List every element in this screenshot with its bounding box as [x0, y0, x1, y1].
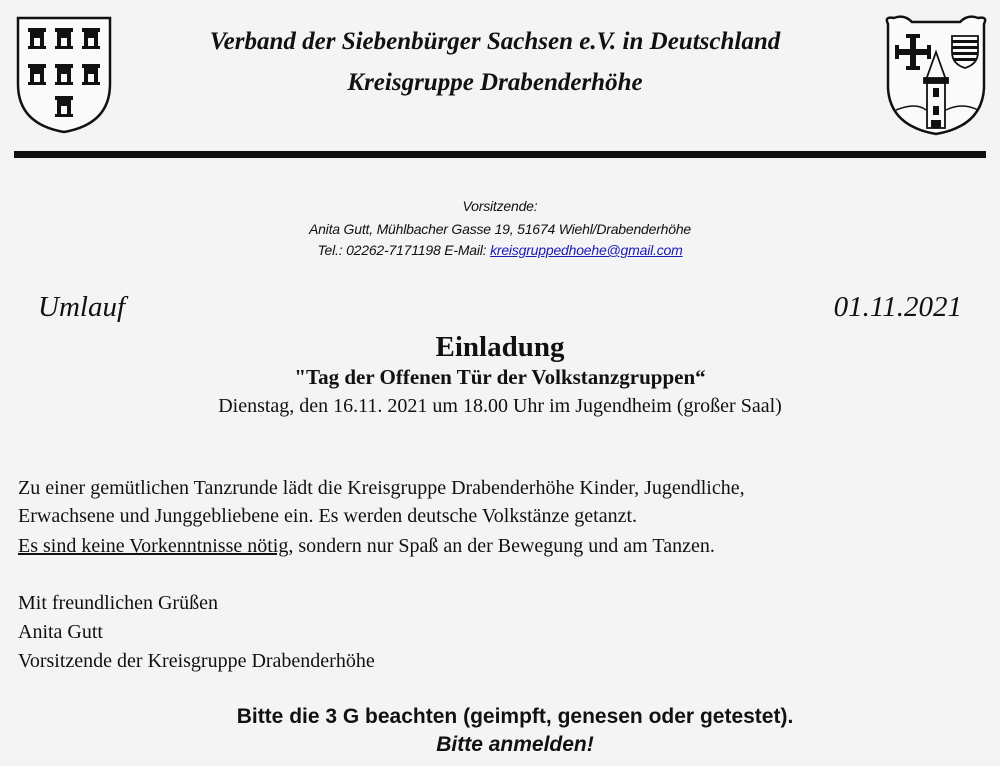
invitation-heading: Einladung	[435, 331, 565, 363]
no-experience-note: Es sind keine Vorkenntnisse nötig	[18, 535, 289, 557]
body-line-3	[18, 533, 978, 559]
group-name: Kreisgruppe Drabenderhöhe	[347, 69, 643, 96]
circular-label: Umlauf	[38, 291, 125, 323]
header-rule	[14, 151, 986, 158]
shield-church-tower-icon	[882, 14, 990, 138]
signer-title: Vorsitzende der Kreisgruppe Drabenderhöhe	[18, 650, 375, 672]
email-link[interactable]: kreisgruppedhoehe@gmail.com	[490, 242, 683, 258]
signer-name: Anita Gutt	[18, 621, 103, 643]
body-line-1: Zu einer gemütlichen Tanzrunde lädt die Kreisgruppe Drabenderhöhe Kinder, Jugendliche,	[18, 477, 745, 499]
covid-3g-note: Bitte die 3 G beachten (geimpft, genesen oder getestet).	[236, 705, 794, 728]
contact-phone-email	[200, 240, 800, 260]
document-date: 01.11.2021	[833, 291, 962, 323]
contact-role: Vorsitzende:	[462, 198, 538, 214]
event-title: "Tag der Offenen Tür der Volkstanzgruppen“	[294, 365, 706, 389]
event-date-location: Dienstag, den 16.11. 2021 um 18.00 Uhr im Jugendheim (großer Saal)	[218, 395, 782, 417]
contact-address: Anita Gutt, Mühlbacher Gasse 19, 51674 Wiehl/Drabenderhöhe	[308, 221, 692, 237]
closing-greeting: Mit freundlichen Grüßen	[18, 592, 218, 614]
registration-note: Bitte anmelden!	[436, 733, 594, 756]
body-line-3-rest: , sondern nur Spaß an der Bewegung und am Tanzen.	[288, 535, 715, 557]
association-name: Verband der Siebenbürger Sachsen e.V. in Deutschland	[209, 28, 781, 55]
contact-phone: Tel.: 02262-7171198 E-Mail:	[317, 242, 491, 258]
shield-seven-towers-icon	[14, 14, 114, 136]
body-line-2: Erwachsene und Junggebliebene ein. Es werden deutsche Volkstänze getanzt.	[18, 505, 638, 527]
